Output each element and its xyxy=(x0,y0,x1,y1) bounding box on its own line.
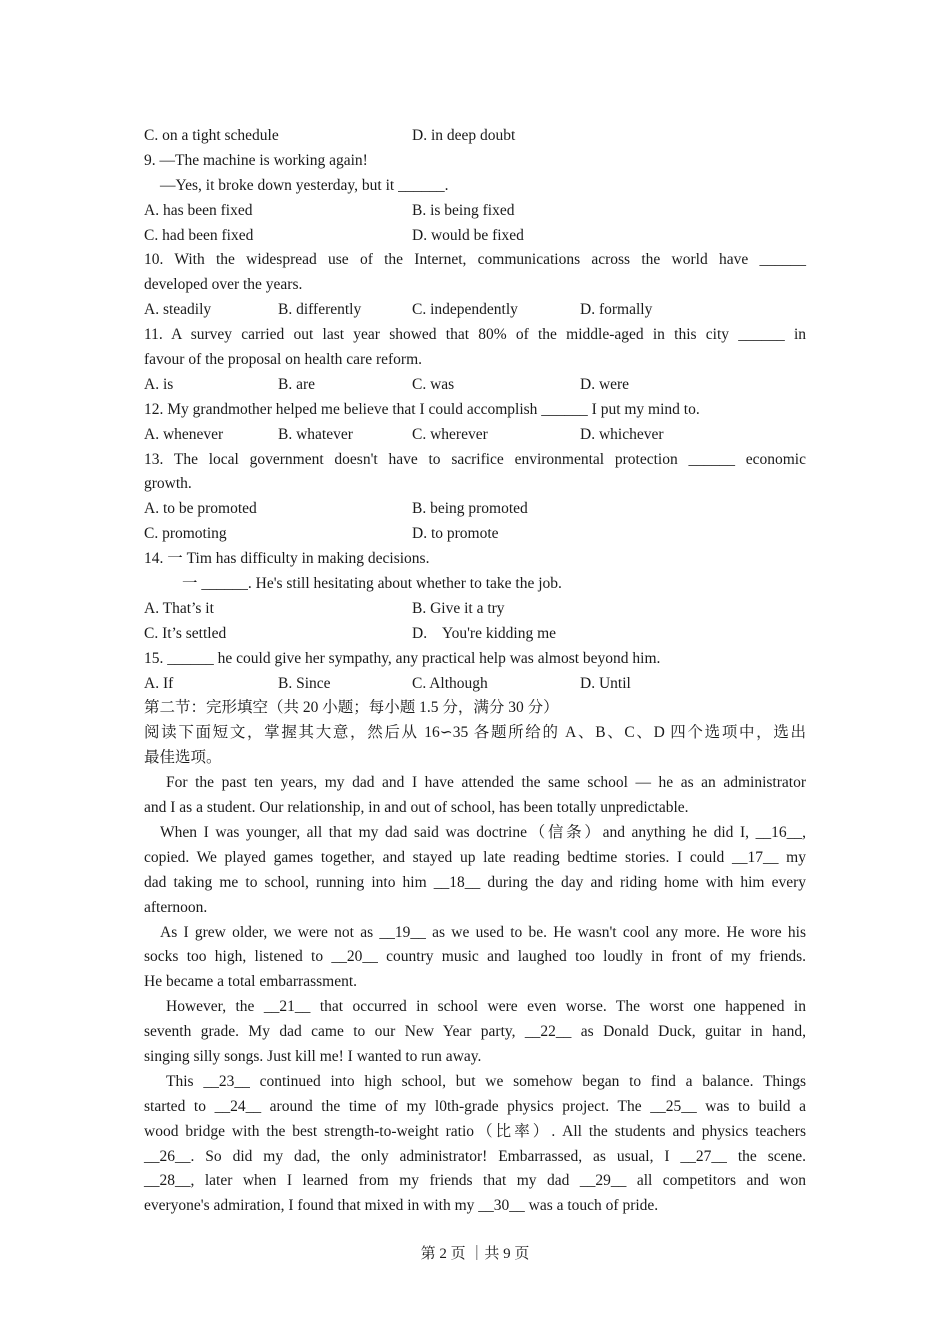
option-d: D. would be fixed xyxy=(412,226,524,244)
q11-options xyxy=(144,373,806,398)
passage-line: everyone's admiration, I found that mixed in with my __30__ was a touch of pride. xyxy=(144,1197,659,1215)
q9-options-ab xyxy=(144,199,806,224)
question-stem: 10. With the widespread use of the Internet, communications across the world have ______ xyxy=(144,251,806,269)
option-d: D. whichever xyxy=(580,425,664,443)
option-d: D. to promote xyxy=(412,525,499,543)
question-stem-continued: developed over the years. xyxy=(144,276,303,294)
passage-line: This __23__ continued into high school, but we somehow began to find a balance. Things xyxy=(166,1072,806,1090)
option-a: A. steadily xyxy=(144,301,212,319)
option-c: C. was xyxy=(412,375,455,393)
question-stem: 15. ______ he could give her sympathy, any practical help was almost beyond him. xyxy=(144,649,661,667)
option-b: B. whatever xyxy=(278,425,353,443)
q14-options-cd xyxy=(144,622,806,647)
question-stem: 11. A survey carried out last year showed that 80% of the middle-aged in this city ______ in xyxy=(144,326,806,344)
passage-line: dad taking me to school, running into him __18__ during the day and riding home with him every xyxy=(144,873,806,891)
q13-options-ab xyxy=(144,497,806,522)
passage-line: __28__, later when I learned from my friends that my dad __29__ all competitors and won xyxy=(144,1172,806,1190)
passage-line: wood bridge with the best strength-to-weight ratio（比率）. All the students and physics teachers xyxy=(144,1122,806,1140)
option-a: A. That’s it xyxy=(144,599,214,617)
option-d: D. You're kidding me xyxy=(412,624,557,642)
section-instructions-continued: 最佳选项。 xyxy=(144,749,222,767)
option-a: A. to be promoted xyxy=(144,500,257,518)
q8-options xyxy=(144,124,806,149)
passage-line: However, the __21__ that occurred in school were even worse. The worst one happened in xyxy=(166,998,806,1016)
q10-options xyxy=(144,298,806,323)
option-c: C. wherever xyxy=(412,425,488,443)
option-d: D. were xyxy=(580,375,630,393)
option-b: B. being promoted xyxy=(412,500,528,518)
passage-line: and I as a student. Our relationship, in and out of school, has been totally unpredictable. xyxy=(144,799,689,817)
option-d: D. formally xyxy=(580,301,653,319)
option-a: A. whenever xyxy=(144,425,224,443)
passage-line: When I was younger, all that my dad said was doctrine（信条）and anything he did I, __16__, xyxy=(160,823,806,841)
question-stem-continued: growth. xyxy=(144,475,192,493)
section-heading: 第二节：完形填空（共 20 小题；每小题 1.5 分，满分 30 分） xyxy=(144,699,559,717)
option-b: B. differently xyxy=(278,301,362,319)
passage-line: As I grew older, we were not as __19__ as we used to be. He wasn't cool any more. He wore his xyxy=(160,923,806,941)
q14-options-ab xyxy=(144,597,806,622)
option-b: B. is being fixed xyxy=(412,201,515,219)
option-c: C. had been fixed xyxy=(144,226,254,244)
option-b: B. are xyxy=(278,375,316,393)
option-a: A. has been fixed xyxy=(144,201,253,219)
q12-options xyxy=(144,423,806,448)
q15-options xyxy=(144,672,806,697)
option-a: A. If xyxy=(144,674,174,692)
option-b: B. Since xyxy=(278,674,331,692)
passage-line: __26__. So did my dad, the only administrator! Embarrassed, as usual, I __27__ the scene. xyxy=(144,1147,806,1165)
question-stem: 14. 一 Tim has difficulty in making decisions. xyxy=(144,550,430,568)
question-reply: —Yes, it broke down yesterday, but it ______. xyxy=(160,176,449,194)
option-c: C. It’s settled xyxy=(144,624,227,642)
passage-line: singing silly songs. Just kill me! I wanted to run away. xyxy=(144,1047,482,1065)
page-content xyxy=(144,124,806,1219)
question-stem: 12. My grandmother helped me believe that I could accomplish ______ I put my mind to. xyxy=(144,400,700,418)
q13-options-cd xyxy=(144,522,806,547)
question-stem: 13. The local government doesn't have to sacrifice environmental protection ______ economic xyxy=(144,450,806,468)
option-c: C. promoting xyxy=(144,525,227,543)
passage-line: socks too high, listened to __20__ country music and laughed too loudly in front of my friends. xyxy=(144,948,806,966)
section-instructions: 阅读下面短文，掌握其大意，然后从 16∽35 各题所给的 A、B、C、D 四个选项中，选出 xyxy=(144,724,806,742)
q9-options-cd xyxy=(144,224,806,249)
page-number-footer: 第 2 页 ｜共 9 页 xyxy=(420,1246,530,1262)
passage-line: copied. We played games together, and stayed up late reading bedtime stories. I could __17__ my xyxy=(144,848,806,866)
passage-line: seventh grade. My dad came to our New Year party, __22__ as Donald Duck, guitar in hand, xyxy=(144,1023,806,1041)
option-d: D. Until xyxy=(580,674,631,692)
passage-line: He became a total embarrassment. xyxy=(144,973,358,991)
question-stem-continued: favour of the proposal on health care reform. xyxy=(144,351,423,369)
question-stem: 9. —The machine is working again! xyxy=(144,151,368,169)
option-c: C. independently xyxy=(412,301,518,319)
passage-line: For the past ten years, my dad and I have attended the same school — he as an administrator xyxy=(166,774,806,792)
passage-line: started to __24__ around the time of my l0th-grade physics project. The __25__ was to build a xyxy=(144,1097,806,1115)
question-reply: 一 ______. He's still hesitating about whether to take the job. xyxy=(182,575,562,593)
passage-line: afternoon. xyxy=(144,898,208,916)
option-a: A. is xyxy=(144,375,174,393)
option-b: B. Give it a try xyxy=(412,599,505,617)
option-c: C. on a tight schedule xyxy=(144,127,279,144)
option-d: D. in deep doubt xyxy=(412,127,516,144)
option-c: C. Although xyxy=(412,674,488,692)
